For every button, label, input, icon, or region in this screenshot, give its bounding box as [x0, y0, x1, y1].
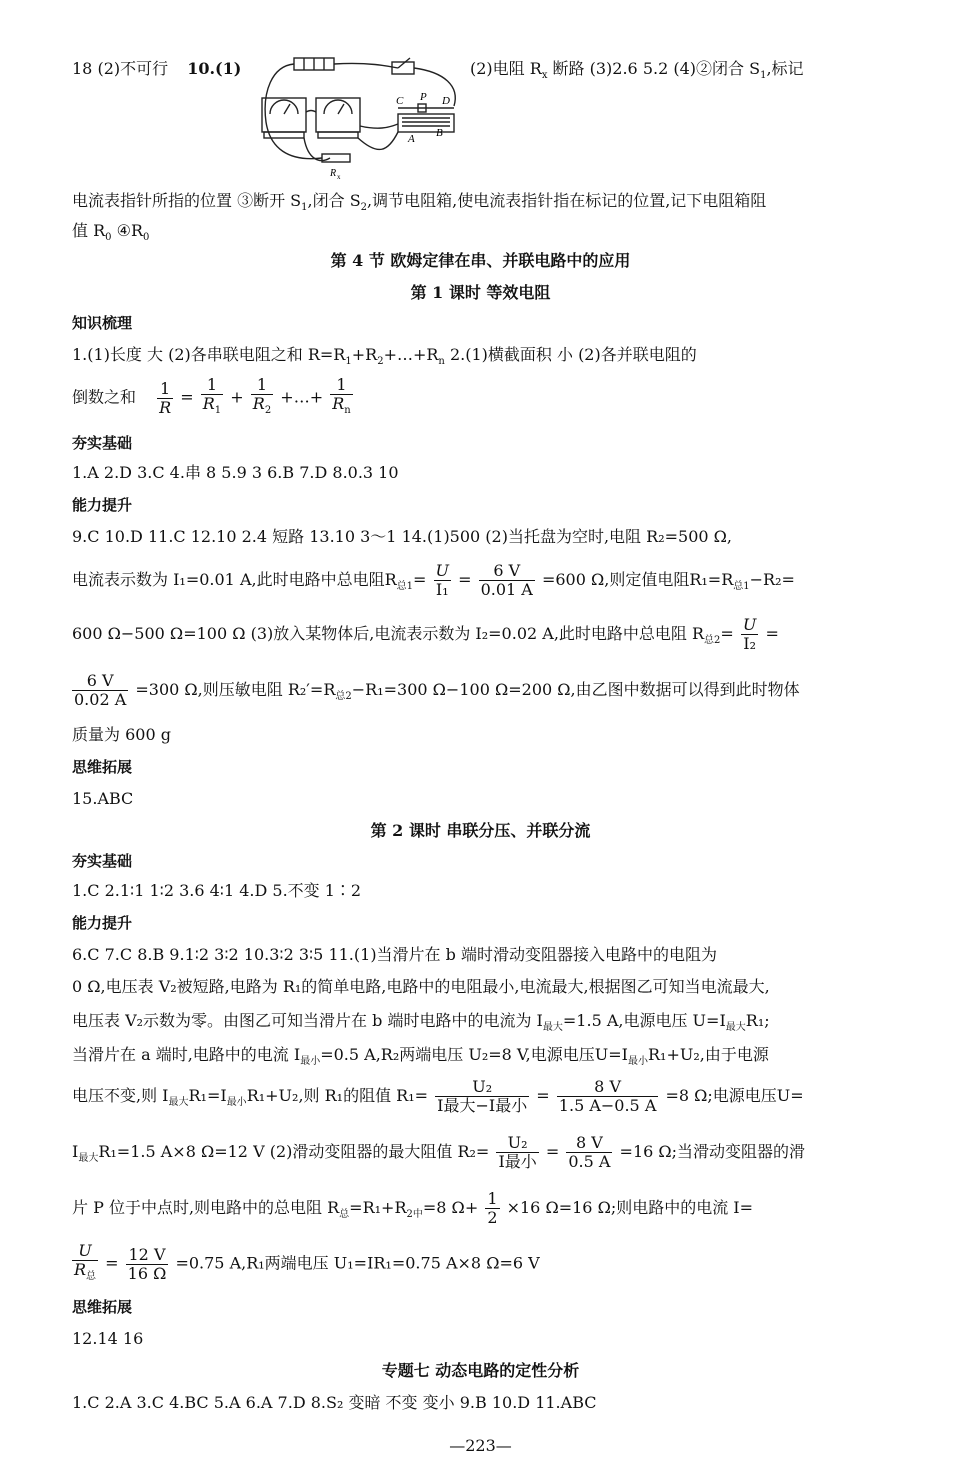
answer-line: 9.C 10.D 11.C 12.10 2.4 短路 13.10 3～1 14.(1)500 (2)当托盘为空时,电阻 R₂=500 Ω,: [72, 527, 732, 546]
answer-line: $\frac{6 V}{0.02 A}$ =300 Ω,则压敏电阻 $R_2'=R_{总2}-R_1=300$ Ω−100 Ω=200 Ω,由乙图中数据可以得到此时物体: [74, 671, 800, 709]
answer-line: 片 P 位于中点时,则电路中的总电阻 $R_总=R_1+R_{2中}=8$ Ω+ $\frac{1}{2}$ ×16 Ω=16 Ω;则电路中的电流 I=: [72, 1189, 754, 1227]
meter: [262, 98, 306, 132]
answer-line: 1.(1)长度 大 (2)各串联电阻之和 $R=R_1+R_2+\dots+R_n$ 2.(1)横截面积 小 (2)各并联电阻的: [72, 345, 697, 368]
subsection-heading: 思维拓展: [72, 758, 133, 776]
answer-line: 1.C 2.1∶1 1∶2 3.6 4∶1 4.D 5.不变 1∶2: [72, 881, 362, 900]
svg-text:B: B: [436, 127, 443, 139]
section-title: 第 4 节 欧姆定律在串、并联电路中的应用: [330, 251, 631, 270]
topic-title: 专题七 动态电路的定性分析: [381, 1361, 580, 1380]
meter: [316, 98, 360, 132]
answer-line: 电压表 V₂示数为零。由图乙可知当滑片在 b 端时电路中的电流为 $I_{最大}=1.5$ A,电源电压 $U=I_{最大}R_1$;: [72, 1011, 770, 1034]
svg-text:P: P: [420, 91, 427, 103]
lesson-title: 第 1 课时 等效电阻: [410, 283, 551, 302]
answer-line: 当滑片在 a 端时,电路中的电流 $I_{最小}=0.5$ A,R₂两端电压 U₂=8 V,电源电压$U=I_{最小}R_1+U_2$,由于电源: [72, 1045, 769, 1068]
subsection-heading: 能力提升: [72, 914, 133, 932]
answer-line: 1.A 2.D 3.C 4.串 8 5.9 3 6.B 7.D 8.0.3 10: [72, 463, 399, 482]
answer-line: 600 Ω−500 Ω=100 Ω (3)放入某物体后,电流表示数为 I₂=0.02 A,此时电路中总电阻 $R_{总2}=$ $\frac{U}{\text{I₂}}$ =: [72, 615, 779, 653]
answer-line: 质量为 600 g: [72, 725, 171, 744]
svg-text:R: R: [330, 168, 337, 179]
answer-line: $I_{最大}R_1=1.5$ A×8 Ω=12 V (2)滑动变阻器的最大阻值 R₂= $\frac{\text{U₂}}{\text{I最小}}$ = $\frac{8 V}{0.5 A}$ =16 Ω;当滑动变阻器的滑: [72, 1133, 806, 1171]
answer-line: 18 (2)不可行 10.(1) (2)电阻 $R_x$ 断路 (3)2.6 5.2 (4)②闭合 $S_1$,标记: [72, 59, 804, 82]
answer-line: 值 $R_0$ $④R_0$: [72, 221, 150, 244]
svg-text:C: C: [396, 95, 404, 107]
svg-text:x: x: [337, 173, 341, 181]
svg-text:D: D: [442, 95, 450, 107]
answer-line: 电压不变,则 $I_{最大}R_1=I_{最小}R_1+U_2$,则 R₁的阻值 R₁= $\frac{\text{U₂}}{\text{I最大−I最小}}$ = $\frac{8 V}{1.5 A-0.5 A}$ =8 Ω;电源电压U=: [72, 1077, 804, 1115]
svg-text:A: A: [408, 133, 415, 145]
answer-line: 6.C 7.C 8.B 9.1∶2 3∶2 10.3∶2 3∶5 11.(1)当滑片在 b 端时滑动变阻器接入电路中的电阻为: [72, 945, 717, 964]
rheostat: [398, 114, 454, 132]
answer-line: 电流表示数为 I₁=0.01 A,此时电路中总电阻$R_{总1}=$ $\frac{U}{\text{I₁}}$ = $\frac{6 V}{0.01 A}$ =600 Ω,则定值电阻$R_1=R_{总1}-R_2=$: [72, 561, 795, 599]
subsection-heading: 知识梳理: [72, 314, 133, 332]
page-number: —223—: [449, 1436, 512, 1455]
answer-line: 电流表指针所指的位置 ③断开 $S_1$,闭合 $S_2$,调节电阻箱,使电流表指针指在标记的位置,记下电阻箱阻: [72, 191, 767, 214]
subsection-heading: 思维拓展: [72, 1298, 133, 1316]
subsection-heading: 夯实基础: [72, 852, 133, 870]
subsection-heading: 夯实基础: [72, 434, 133, 452]
answer-line: 倒数之和 $\frac{1}{R}$ = $\frac{1}{R_1}$ + $\frac{1}{R_2}$ +…+ $\frac{1}{R_n}$: [72, 375, 351, 417]
answer-line: 12.14 16: [72, 1329, 144, 1348]
answer-line: 15.ABC: [72, 789, 134, 808]
lesson-title: 第 2 课时 串联分压、并联分流: [370, 821, 591, 840]
circuit-diagram: [258, 52, 466, 184]
subsection-heading: 能力提升: [72, 496, 133, 514]
answer-line: $\frac{U}{R_总}$ = $\frac{12 V}{16 \Omega}$ =0.75 A,R₁两端电压 U₁=IR₁=0.75 A×8 Ω=6 V: [74, 1241, 540, 1283]
resistor-rx: [322, 154, 350, 162]
answer-line: 1.C 2.A 3.C 4.BC 5.A 6.A 7.D 8.S₂ 变暗 不变 变小 9.B 10.D 11.ABC: [72, 1393, 597, 1412]
answer-line: 0 Ω,电压表 V₂被短路,电路为 R₁的简单电路,电路中的电阻最小,电流最大,根据图乙可知当电流最大,: [72, 977, 770, 996]
